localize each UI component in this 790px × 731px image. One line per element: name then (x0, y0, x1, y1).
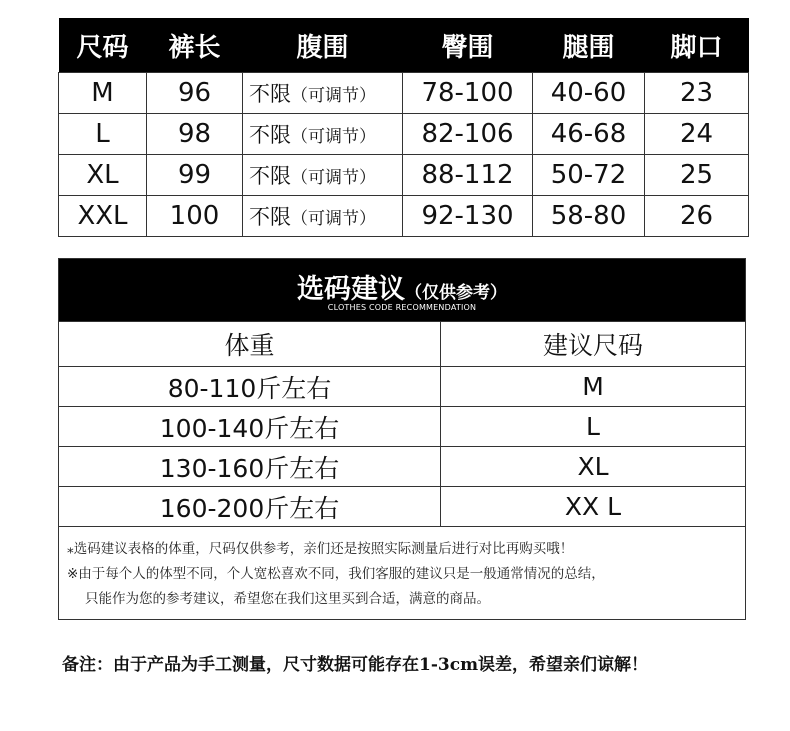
cell-size: M (59, 73, 147, 114)
size-chart-header-row (59, 18, 749, 73)
size-recommendation-panel (58, 258, 746, 620)
note-line: ⁎选码建议表格的体重，尺码仅供参考，亲们还是按照实际测量后进行对比再购买哦！ (67, 541, 574, 557)
cell-hip: 92-130 (403, 196, 533, 237)
cell-weight: 80-110斤左右 (59, 367, 441, 407)
cell-hem: 25 (645, 155, 749, 196)
header-waist: 腹围 (243, 18, 403, 73)
cell-length: 98 (147, 114, 243, 155)
cell-thigh: 50-72 (533, 155, 645, 196)
cell-waist (243, 196, 403, 237)
cell-hip: 88-112 (403, 155, 533, 196)
cell-waist (243, 73, 403, 114)
waist-value: 不限 (249, 164, 291, 188)
cell-weight: 130-160斤左右 (59, 447, 441, 487)
recommendation-header-row (59, 322, 745, 367)
cell-waist (243, 155, 403, 196)
cell-suggested-size: XL (441, 447, 746, 487)
waist-note: （可调节） (291, 209, 376, 229)
recommendation-title (59, 267, 745, 306)
size-chart-table (58, 18, 749, 237)
waist-value: 不限 (249, 123, 291, 147)
recommendation-notes (59, 526, 745, 612)
cell-suggested-size: L (441, 407, 746, 447)
table-row (59, 155, 749, 196)
cell-hem: 23 (645, 73, 749, 114)
cell-hem: 26 (645, 196, 749, 237)
table-row (59, 447, 745, 487)
cell-thigh: 58-80 (533, 196, 645, 237)
cell-length: 96 (147, 73, 243, 114)
measurement-remark: 备注：由于产品为手工测量，尺寸数据可能存在1-3cm误差，希望亲们谅解！ (62, 655, 649, 675)
cell-weight: 100-140斤左右 (59, 407, 441, 447)
cell-size: XXL (59, 196, 147, 237)
table-row (59, 407, 745, 447)
recommendation-table (59, 321, 745, 526)
table-row (59, 196, 749, 237)
cell-hip: 82-106 (403, 114, 533, 155)
header-hem: 脚口 (645, 18, 749, 73)
table-row (59, 367, 745, 407)
cell-length: 100 (147, 196, 243, 237)
cell-hip: 78-100 (403, 73, 533, 114)
cell-size: XL (59, 155, 147, 196)
cell-thigh: 40-60 (533, 73, 645, 114)
header-length: 裤长 (147, 18, 243, 73)
header-suggested-size: 建议尺码 (441, 322, 746, 367)
header-thigh: 腿围 (533, 18, 645, 73)
cell-suggested-size: M (441, 367, 746, 407)
cell-weight: 160-200斤左右 (59, 487, 441, 527)
cell-size: L (59, 114, 147, 155)
waist-value: 不限 (249, 82, 291, 106)
cell-thigh: 46-68 (533, 114, 645, 155)
cell-hem: 24 (645, 114, 749, 155)
waist-note: （可调节） (291, 168, 376, 188)
recommendation-title-text: 选码建议 (297, 274, 405, 305)
note-line: ※由于每个人的体型不同，个人宽松喜欢不同，我们客服的建议只是一般通常情况的总结， (67, 566, 605, 582)
header-weight: 体重 (59, 322, 441, 367)
cell-waist (243, 114, 403, 155)
recommendation-subtitle: （仅供参考） (405, 283, 507, 303)
waist-note: （可调节） (291, 127, 376, 147)
recommendation-english-title: CLOTHES CODE RECOMMENDATION (327, 303, 477, 312)
note-line: 只能作为您的参考建议，希望您在我们这里买到合适，满意的商品。 (85, 591, 490, 607)
waist-value: 不限 (249, 205, 291, 229)
cell-suggested-size: XX L (441, 487, 746, 527)
table-row (59, 487, 745, 527)
table-row (59, 73, 749, 114)
recommendation-header (59, 259, 745, 321)
header-hip: 臀围 (403, 18, 533, 73)
table-row (59, 114, 749, 155)
cell-length: 99 (147, 155, 243, 196)
header-size: 尺码 (59, 18, 147, 73)
waist-note: （可调节） (291, 86, 376, 106)
